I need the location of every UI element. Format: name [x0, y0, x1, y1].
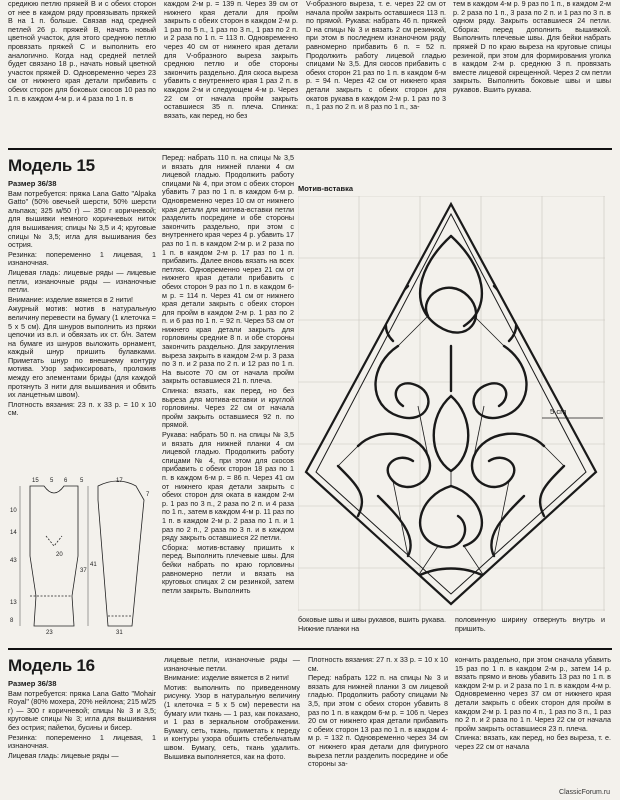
- materials: Вам потребуется: пряжа Lana Gatto "Mohair Royal" (80% мохера, 20% нейлона; 215 м/25 г) — 300 г коричневой; спицы № 3 и 3,5; круговые спицы № 3; игла для вышивания без острия; пайетки, бусины и бисер.: [8, 688, 156, 732]
- diamond-inner-outline: [316, 214, 586, 594]
- dim-label: 17: [116, 478, 123, 484]
- dim-label: 13: [10, 600, 17, 606]
- model15-col-2: [162, 154, 294, 640]
- assembly-instructions: Сборка: мотив-вставку пришить к перед. Выполнить плечевые швы. Для бейки набрать по краю горловины равномерно петли и вязать на круговых спицах 2 см резинкой, затем петли закрыть. Выполнить: [162, 542, 294, 595]
- motif-insert-diagram: [298, 196, 605, 611]
- model16-col-4: [455, 656, 611, 788]
- dim-label: 14: [10, 530, 17, 536]
- attention-note: Внимание: изделие вяжется в 2 нити!: [8, 294, 133, 304]
- dim-label: 23: [46, 630, 53, 636]
- sleeve-outline: [98, 481, 144, 626]
- model15-bottom-text-2: половинную ширину отвернуть внутрь и пришить.: [455, 616, 605, 633]
- top-col-3: V-образного выреза, т. е. через 22 см от начала пройм закрыть оставшиеся 113 п. по прямой. Рукава: набрать 46 п. пряжей D на спицы № 3 и вязать 2 см резинкой, при этом в последнем изнаночном ряду равномерно прибавить 6 п. = 52 п. Продолжить работу лицевой гладью спицами № 3,5. Для скосов прибавить с обеих сторон 21 раз по 1 п. в каждом 6-м р. = 94 п. Через 42 см от нижнего края детали закрыть с обеих сторон для окатов рукава в каждом 2-м р. 1 раз по 3 п., 1 раз по 2 п. и 8 раз по 1 п., за-: [306, 0, 446, 112]
- model15-title: Модель 15: [8, 156, 95, 175]
- model15-col-1: [8, 180, 156, 472]
- diamond-outline: [306, 204, 596, 604]
- model16-title: Модель 16: [8, 656, 95, 675]
- model16-col-1: [8, 680, 156, 798]
- model16-col-2: [164, 656, 300, 798]
- dim-label: 31: [116, 630, 123, 636]
- model15-size: Размер 36/38: [8, 180, 57, 188]
- model16-size: Размер 36/38: [8, 680, 57, 688]
- top-col-4: тем в каждом 4-м р. 9 раз по 1 п., в каждом 2-м р. 2 раза по 1 п., 3 раза по 2 п. и 1 раз по 3 п. в одном ряду. Закрыть оставшиеся 24 петли. Сборка: перед дополнить вышивкой. Выполнить плечевые швы. Для бейки набрать пряжей D по краю выреза на круговые спицы резинкой, при этом для формирования уголка в каждом 2-м р. среднюю 3 п. провязать вместе лицевой скрещенной. Через 2 см петли закрыть. Выполнить боковые швы и швы рукавов. Вшить рукава.: [453, 0, 611, 94]
- materials: Вам потребуется: пряжа Lana Gatto "Alpaka Gatto" (50% овечьей шерсти, 50% шерсти альпака; 325 м/50 г) — 350 г коричневой; для вышивки немного коричневых ниток для вышивания; спицы № 3,5 и 4; круговые спицы № 3,5; игла для вышивания без острия.: [8, 188, 156, 250]
- stockinette: Лицевая гладь: лицевые ряды — лицевые петли, изнаночные ряды — изнаночные петли.: [8, 267, 156, 295]
- dim-label: 5: [50, 478, 54, 484]
- lace-motif: Ажурный мотив: мотив в натуральную величину перевести на бумагу (1 клеточка = 5 х 5 см). Для шнуров выполнить из пряжи цепочки из в.п. и обвязать их ст. б/н. Затем на бумаге из шнуров выложить орнамент, каждый шнур пришить булавками. Приметать шнур по внешнему контуру мотива. Узор зафиксировать, проложив между его элементами бриды (для каждой протянуть 3 нити для вышивания и обвить их ланцетным швом).: [8, 304, 156, 400]
- dim-label: 37: [80, 568, 87, 574]
- back-instructions: Спинка: вязать, как перед, но без выреза, т. е. через 22 см от начала: [455, 733, 611, 751]
- gauge: Плотность вязания: 23 п. х 33 р. = 10 х 10 см.: [8, 399, 156, 418]
- stockinette-cont: лицевые петли, изнаночные ряды — изнаночные петли.: [164, 656, 300, 673]
- dim-label: 20: [56, 552, 63, 558]
- gauge: Плотность вязания: 27 п. х 33 р. = 10 х 10 см.: [308, 656, 448, 673]
- scale-label: 5 cm: [550, 407, 567, 416]
- attention-note: Внимание: изделие вяжется в 2 нити!: [164, 673, 289, 683]
- motif-title: Мотив-вставка: [298, 184, 354, 193]
- dim-label: 43: [10, 558, 17, 564]
- back-instructions: Спинка: вязать, как перед, но без выреза для мотива-вставки и круглой горловины. Через 22 см от начала пройм закрыть оставшиеся 92 п. по прямой.: [162, 386, 294, 430]
- dim-label: 5: [80, 478, 84, 484]
- dim-label: 15: [32, 478, 39, 484]
- rib-pattern: Резинка: попеременно 1 лицевая, 1 изнаночная.: [8, 732, 156, 751]
- sleeve-instructions: Рукава: набрать 50 п. на спицы № 3,5 и вязать для нижней планки 4 см лицевой гладью. Продолжить работу спицами № 4, при этом для скосов прибавить с обеих сторон 18 раз по 1 п. в каждом 6-м р. = 86 п. Через 41 см от нижнего края детали закрыть с обеих сторон для оката в каждом 2-м р. 1 раз по 3 п., 2 раза по 2 п. и 4 раза по 1 п., затем в каждом 4-м р. 11 раз по 1 п. в каждом 2-м р. 2 раза по 1 п. и 1 раз по 2 п., 2 раза по 3 п. и в каждом ряду закрыть оставшиеся 22 петли.: [162, 430, 294, 543]
- section-divider: [8, 148, 612, 150]
- top-col-2: каждом 2-м р. = 139 п. Через 39 см от нижнего края детали для пройм закрыть с обеих сторон в каждом 2-м р. 1 раз по 5 п., 1 раз по 3 п., 1 раз по 2 п. и 2 раза по 1 п. = 113 п. Одновременно через 40 см от нижнего края детали для V-образного выреза закрыть среднюю петлю и обе стороны закончить раздельно. Для скоса выреза убавить с внутреннего края 1 раз 2 п. в каждом 2-м и следующем 4-м р. Через 22 см от начала пройм закрыть оставшиеся 35 п. плеча. Спинка: вязать, как перед, но без: [164, 0, 298, 120]
- dim-label: 6: [64, 478, 68, 484]
- front-instructions: Перед: набрать 122 п. на спицы № 3 и вязать для нижней планки 3 см лицевой гладью. Продолжить работу спицами № 3,5, при этом с обеих сторон убавить 8 раз по 1 п. в каждом 6-м р. = 106 п. Через 20 см от нижнего края детали прибавить с обеих сторон 13 раз по 1 п. в каждом 4-м р. = 132 п. Одновременно через 34 см от нижнего края детали для фигурного выреза петли разделить посредине и обе стороны за-: [308, 673, 448, 769]
- front-instructions: Перед: набрать 110 п. на спицы № 3,5 и вязать для нижней планки 4 см лицевой гладью. Продолжить работу спицами № 4, при этом с обеих сторон убавить 7 раз по 1 п. в каждом 6-м р. Одновременно через 10 см от нижнего края детали для мотива-вставки петли разделить посредине и обе стороны закончить раздельно, при этом с внутреннего края через 4 р. убавить 17 раз по 1 п. в каждом 2-м р. и 2 раза по 1 п. в каждом 2-м р. 17 раз по 1 п. прибавить. Далее вновь вязать на всех петлях. Одновременно через 21 см от нижнего края детали прибавить с обеих сторон 9 раз по 1 п. в каждом 6-м р. = 114 п. Через 41 см от нижнего края детали закрыть с обеих сторон для пройм в каждом 2-м р. 1 раз по 2 п. и 6 раз по 1 п. = 92 п. Через 53 см от нижнего края детали закрыть для горловины средние 8 п. и обе стороны закончить раздельно. Для закругления выреза закрыть в каждом 2-м р. 3 раза по 3 п. и 2 раза по 2 п. и 12 раз по 1 п. На высоте 70 см от начала пройм закрыть оставшиеся 21 п. плеча.: [162, 154, 294, 386]
- dim-label: 8: [10, 618, 14, 624]
- stockinette: Лицевая гладь: лицевые ряды —: [8, 750, 119, 760]
- motif-svg: [298, 196, 605, 611]
- model15-bottom-text-1: боковые швы и швы рукавов, вшить рукава. Нижние планки на: [298, 616, 446, 633]
- front-piece-outline: [30, 486, 78, 626]
- rib-pattern: Резинка: попеременно 1 лицевая, 1 изнаночная.: [8, 249, 156, 268]
- pattern-schematic: [8, 476, 158, 636]
- dim-label: 7: [146, 492, 150, 498]
- model16-col-3: [308, 656, 448, 798]
- dim-label: 41: [90, 562, 97, 568]
- watermark-url: ClassicForum.ru: [559, 789, 610, 796]
- motif-instructions: Мотив: выполнить по приведенному рисунку. Узор в натуральную величину (1 клеточка = 5 х 5 см) перевести на бумагу или ткань — 1 раз, как показано, и 1 раз в зеркальном отображении. Бумагу, сеть, ткань, приметать к переду и контуры узора обшить стебельчатым швом. Бумагу, сеть, ткань удалить. Вышивка выполняется, как на фото.: [164, 682, 300, 761]
- dim-label: 10: [10, 508, 17, 514]
- front-instructions-cont: кончить раздельно, при этом сначала убавить 15 раз по 1 п. в каждом 2-м р., затем 14 р. вязать прямо и вновь убавить 13 раз по 1 п. в каждом 2-м р. и 2 раза по 1 п. в каждом 4-м р. Одновременно через 37 см от нижнего края детали закрыть с обеих сторон для пройм в каждом 2-м р. 1 раз по 4 п., 1 раз по 3 п., 1 раз по 2 п. и 2 раза по 1 п. Через 22 см от начала пройм закрыть оставшиеся 23 п. плеча.: [455, 656, 611, 733]
- top-col-1: средиюю петлю пряжей В и с обеих сторон от нее в каждом ряду провязывать пряжей В на 1 п. больше. Связав над средней петлей 26 р. пряжей В, начать новый цветной участок, для этого среднюю петлю провязать пряжей С и выполнить его аналогично. Когда над средней петлей будет связано 18 р., начать новый цветной участок пряжей D. Одновременно через 23 см от нижнего края детали прибавить с обеих сторон для боковых скосов 10 раз по 1 п. в каждом 4-м р. и 4 раза по 1 п. в: [8, 0, 156, 103]
- ornament-cords: [338, 236, 567, 576]
- section-divider: [8, 648, 612, 650]
